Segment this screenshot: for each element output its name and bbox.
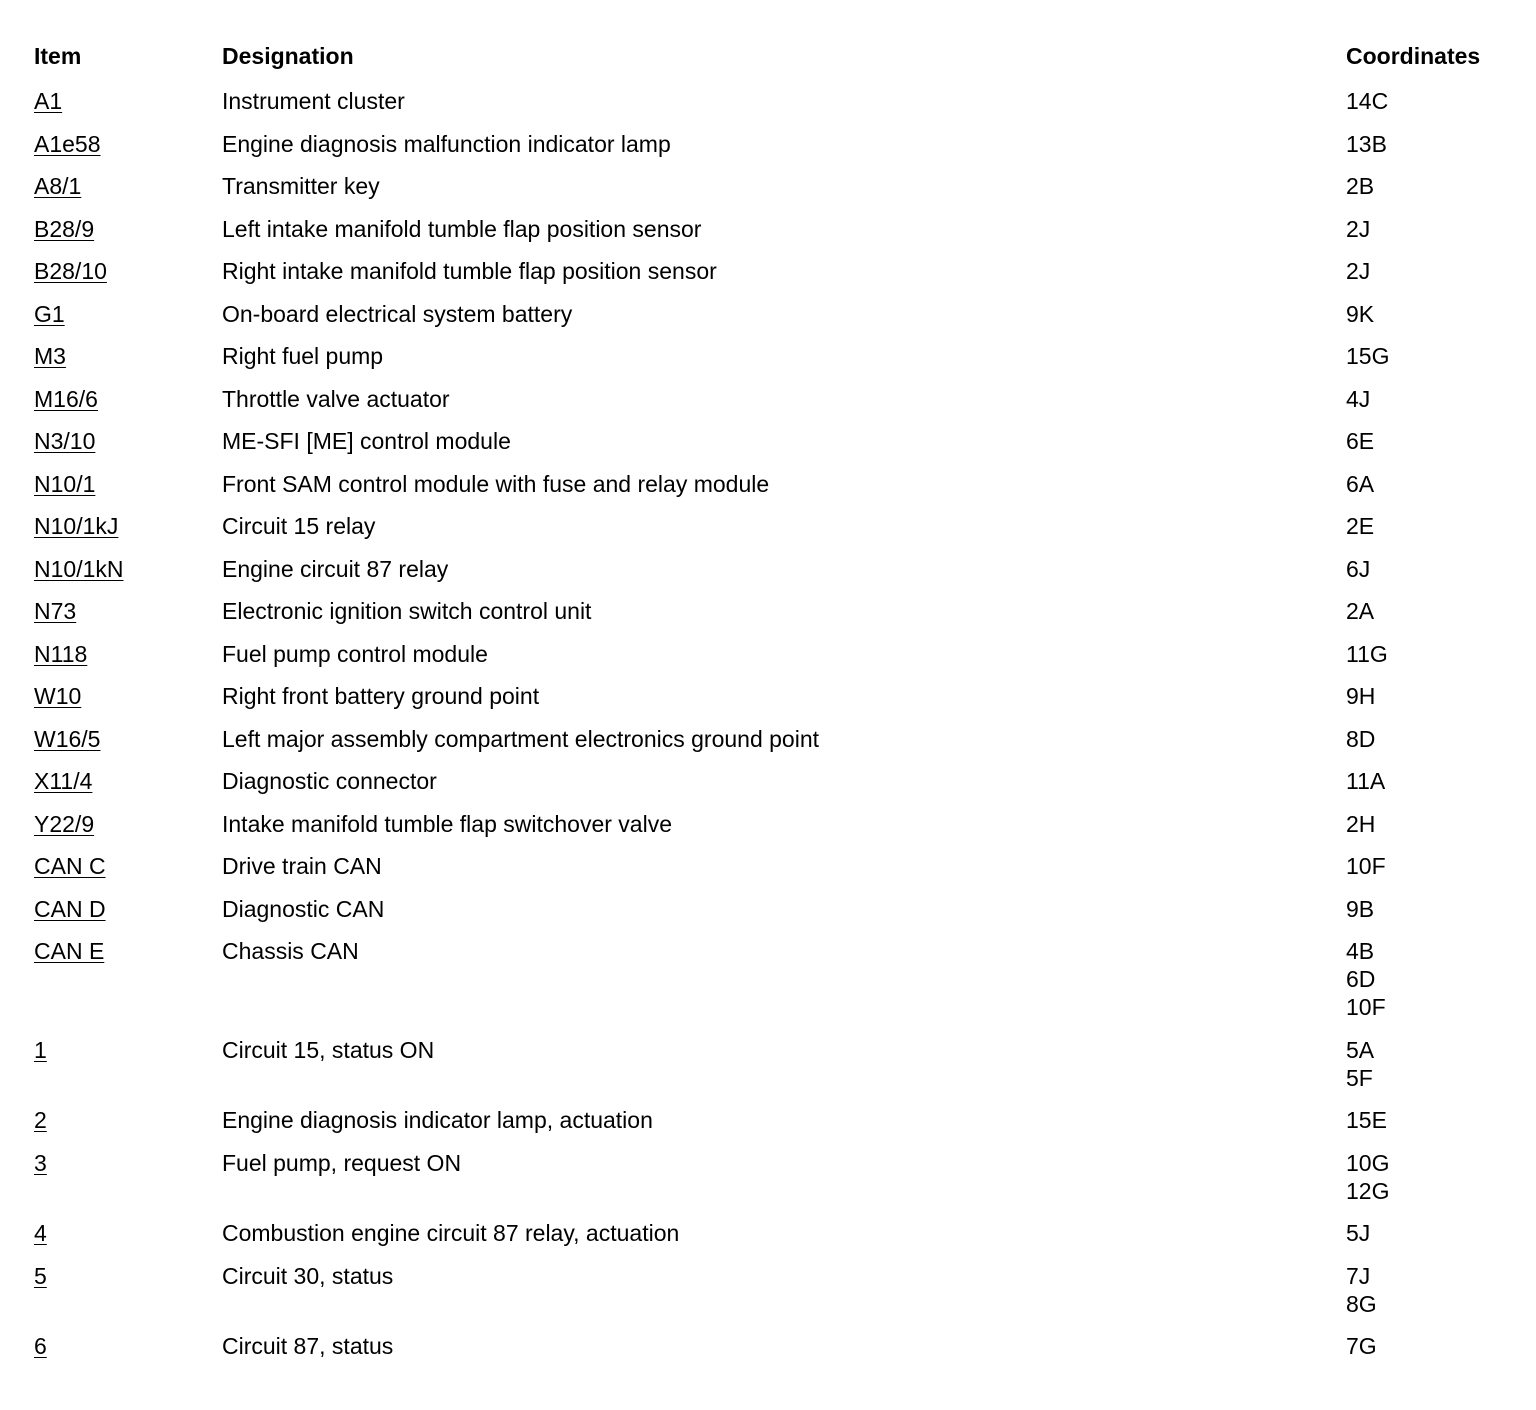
- coordinate-value: 10G: [1346, 1149, 1390, 1176]
- designation-cell: Instrument cluster: [222, 88, 405, 114]
- coordinate-value: 12G: [1346, 1177, 1390, 1204]
- item-link[interactable]: 5: [34, 1262, 47, 1289]
- item-cell: [34, 852, 106, 880]
- coordinate-value: 7J: [1346, 1262, 1371, 1289]
- coordinates-cell: [1346, 427, 1536, 455]
- table-row: [0, 1325, 1536, 1368]
- designation-cell: Intake manifold tumble flap switchover valve: [222, 810, 672, 837]
- designation-cell: Chassis CAN: [222, 938, 359, 964]
- table-row: [0, 335, 1536, 378]
- designation-cell: Combustion engine circuit 87 relay, actuation: [222, 1220, 680, 1246]
- coordinate-value: 6J: [1346, 555, 1371, 582]
- item-cell: [34, 1106, 47, 1134]
- table-row: [0, 590, 1536, 633]
- designation-cell: Right front battery ground point: [222, 683, 540, 709]
- table-row: [0, 718, 1536, 761]
- coordinate-value: 9H: [1346, 683, 1376, 709]
- item-cell: [34, 1262, 47, 1290]
- coordinate-value: 2E: [1346, 513, 1375, 539]
- item-link[interactable]: M3: [34, 343, 66, 369]
- item-link[interactable]: N10/1: [34, 470, 96, 497]
- designation-cell: Circuit 15, status ON: [222, 1036, 435, 1063]
- item-link[interactable]: CAN D: [34, 895, 106, 922]
- coordinates-cell: [1346, 512, 1536, 540]
- coordinates-cell: [1346, 852, 1536, 880]
- table-row: [0, 675, 1536, 718]
- item-link[interactable]: X11/4: [34, 768, 93, 794]
- designation-cell: Front SAM control module with fuse and relay module: [222, 470, 770, 497]
- table-row: [0, 80, 1536, 123]
- coordinates-cell: [1346, 725, 1536, 753]
- coordinates-cell: [1346, 640, 1536, 668]
- coordinate-value: 2J: [1346, 215, 1371, 242]
- item-cell: [34, 767, 92, 795]
- designation-cell: Drive train CAN: [222, 853, 382, 879]
- coordinate-value: 4J: [1346, 385, 1371, 412]
- table-row: [0, 633, 1536, 676]
- coordinate-value: 5F: [1346, 1064, 1373, 1091]
- coordinates-cell: [1346, 1219, 1536, 1247]
- table-row: [0, 1212, 1536, 1255]
- table-header: [0, 38, 1536, 80]
- designation-cell: Right fuel pump: [222, 343, 384, 369]
- table-row: [0, 250, 1536, 293]
- item-link[interactable]: W16/5: [34, 725, 101, 752]
- item-cell: [34, 300, 65, 328]
- coordinate-value: 9B: [1346, 895, 1375, 922]
- coordinates-cell: [1346, 1036, 1536, 1092]
- coordinate-value: 4B: [1346, 938, 1375, 964]
- item-link[interactable]: CAN E: [34, 938, 105, 964]
- coordinate-value: 2H: [1346, 810, 1376, 837]
- table-row: [0, 1099, 1536, 1142]
- table-row: [0, 1142, 1536, 1213]
- designation-cell: Left intake manifold tumble flap position sensor: [222, 215, 702, 242]
- item-cell: [34, 1149, 47, 1177]
- item-cell: [34, 810, 94, 838]
- item-link[interactable]: N10/1kN: [34, 555, 124, 582]
- designation-cell: Diagnostic connector: [222, 768, 437, 794]
- item-cell: [34, 172, 81, 200]
- designation-cell: Fuel pump, request ON: [222, 1149, 462, 1176]
- coordinates-cell: [1346, 130, 1536, 158]
- designation-cell: Right intake manifold tumble flap position sensor: [222, 258, 717, 284]
- coordinate-value: 6A: [1346, 470, 1375, 497]
- table-row: [0, 463, 1536, 506]
- coordinate-value: 6D: [1346, 966, 1376, 992]
- coordinates-column-header: Coordinates: [1346, 43, 1481, 69]
- coordinate-value: 2A: [1346, 598, 1375, 624]
- table-row: [0, 123, 1536, 166]
- item-cell: [34, 257, 107, 285]
- coordinates-cell: [1346, 682, 1536, 710]
- coordinates-cell: [1346, 215, 1536, 243]
- table-row: [0, 930, 1536, 1029]
- designation-cell: Fuel pump control module: [222, 640, 488, 667]
- item-link[interactable]: A1: [34, 88, 63, 114]
- coordinate-value: 11G: [1346, 640, 1388, 667]
- item-link[interactable]: 2: [34, 1107, 47, 1133]
- item-cell: [34, 470, 95, 498]
- item-link[interactable]: W10: [34, 683, 82, 709]
- item-link[interactable]: N10/1kJ: [34, 513, 119, 539]
- item-cell: [34, 725, 100, 753]
- item-link[interactable]: G1: [34, 300, 65, 327]
- coordinates-cell: [1346, 555, 1536, 583]
- designation-cell: ME-SFI [ME] control module: [222, 428, 511, 454]
- designation-cell: Diagnostic CAN: [222, 895, 385, 922]
- coordinate-value: 10F: [1346, 853, 1386, 879]
- table-row: [0, 760, 1536, 803]
- table-row: [0, 548, 1536, 591]
- coordinates-cell: [1346, 597, 1536, 625]
- coordinate-value: 6E: [1346, 428, 1375, 454]
- item-cell: [34, 1036, 47, 1064]
- item-link[interactable]: B28/9: [34, 215, 95, 242]
- table-row: [0, 165, 1536, 208]
- coordinates-cell: [1346, 1262, 1536, 1318]
- item-cell: [34, 342, 66, 370]
- table-row: [0, 1029, 1536, 1100]
- coordinate-value: 5A: [1346, 1036, 1375, 1063]
- coordinates-cell: [1346, 810, 1536, 838]
- item-cell: [34, 895, 106, 923]
- item-cell: [34, 1332, 47, 1360]
- table-row: [0, 1255, 1536, 1326]
- coordinate-value: 5J: [1346, 1220, 1371, 1246]
- designation-column-header: Designation: [222, 43, 354, 69]
- item-link[interactable]: N3/10: [34, 428, 96, 454]
- table-row: [0, 293, 1536, 336]
- designation-cell: Transmitter key: [222, 173, 380, 199]
- table-row: [0, 208, 1536, 251]
- item-link[interactable]: 4: [34, 1220, 47, 1246]
- designation-cell: Circuit 87, status: [222, 1333, 394, 1359]
- coordinate-value: 8D: [1346, 725, 1376, 752]
- designation-cell: Engine diagnosis indicator lamp, actuation: [222, 1107, 653, 1133]
- item-link[interactable]: A1e58: [34, 130, 101, 157]
- coordinate-value: 15E: [1346, 1107, 1387, 1133]
- designation-cell: Engine circuit 87 relay: [222, 555, 449, 582]
- coordinate-value: 2B: [1346, 173, 1375, 199]
- table-row: [0, 378, 1536, 421]
- item-link[interactable]: N73: [34, 598, 77, 624]
- item-link[interactable]: A8/1: [34, 173, 82, 199]
- item-cell: [34, 512, 118, 540]
- coordinates-cell: [1346, 937, 1536, 1021]
- coordinate-value: 14C: [1346, 88, 1389, 114]
- coordinates-cell: [1346, 1149, 1536, 1205]
- coordinates-cell: [1346, 257, 1536, 285]
- table-row: [0, 803, 1536, 846]
- designation-cell: Left major assembly compartment electronics ground point: [222, 725, 820, 752]
- table-row: [0, 505, 1536, 548]
- coordinates-cell: [1346, 87, 1536, 115]
- designation-cell: On-board electrical system battery: [222, 300, 573, 327]
- item-link[interactable]: B28/10: [34, 258, 107, 284]
- item-cell: [34, 427, 95, 455]
- designation-cell: Electronic ignition switch control unit: [222, 598, 592, 624]
- coordinates-cell: [1346, 767, 1536, 795]
- coordinate-value: 13B: [1346, 130, 1387, 157]
- designation-cell: Engine diagnosis malfunction indicator lamp: [222, 130, 671, 157]
- coordinate-value: 7G: [1346, 1333, 1377, 1359]
- item-link[interactable]: CAN C: [34, 853, 106, 879]
- item-cell: [34, 385, 98, 413]
- coordinate-value: 11A: [1346, 768, 1386, 794]
- coordinates-cell: [1346, 1332, 1536, 1360]
- coordinate-value: 10F: [1346, 994, 1386, 1020]
- designation-cell: Circuit 15 relay: [222, 513, 376, 539]
- item-link[interactable]: N118: [34, 640, 88, 667]
- item-link[interactable]: 6: [34, 1333, 47, 1359]
- table-row: [0, 420, 1536, 463]
- item-link[interactable]: 1: [34, 1036, 47, 1063]
- item-cell: [34, 130, 101, 158]
- coordinate-value: 8G: [1346, 1290, 1377, 1317]
- table-body: [0, 80, 1536, 1368]
- item-link[interactable]: M16/6: [34, 385, 98, 412]
- item-cell: [34, 597, 76, 625]
- coordinates-cell: [1346, 300, 1536, 328]
- coordinate-value: 15G: [1346, 343, 1390, 369]
- table-row: [0, 888, 1536, 931]
- item-cell: [34, 640, 87, 668]
- item-column-header: Item: [34, 43, 82, 69]
- coordinates-cell: [1346, 895, 1536, 923]
- item-link[interactable]: Y22/9: [34, 810, 95, 837]
- item-cell: [34, 1219, 47, 1247]
- coordinate-value: 2J: [1346, 258, 1371, 284]
- item-link[interactable]: 3: [34, 1149, 47, 1176]
- coordinate-value: 9K: [1346, 300, 1375, 327]
- item-cell: [34, 555, 123, 583]
- coordinates-cell: [1346, 342, 1536, 370]
- item-cell: [34, 682, 81, 710]
- coordinates-cell: [1346, 470, 1536, 498]
- coordinates-cell: [1346, 172, 1536, 200]
- designation-cell: Throttle valve actuator: [222, 385, 450, 412]
- coordinates-cell: [1346, 385, 1536, 413]
- item-cell: [34, 87, 62, 115]
- item-cell: [34, 215, 94, 243]
- designation-cell: Circuit 30, status: [222, 1262, 394, 1289]
- table-row: [0, 845, 1536, 888]
- item-cell: [34, 937, 104, 965]
- coordinates-cell: [1346, 1106, 1536, 1134]
